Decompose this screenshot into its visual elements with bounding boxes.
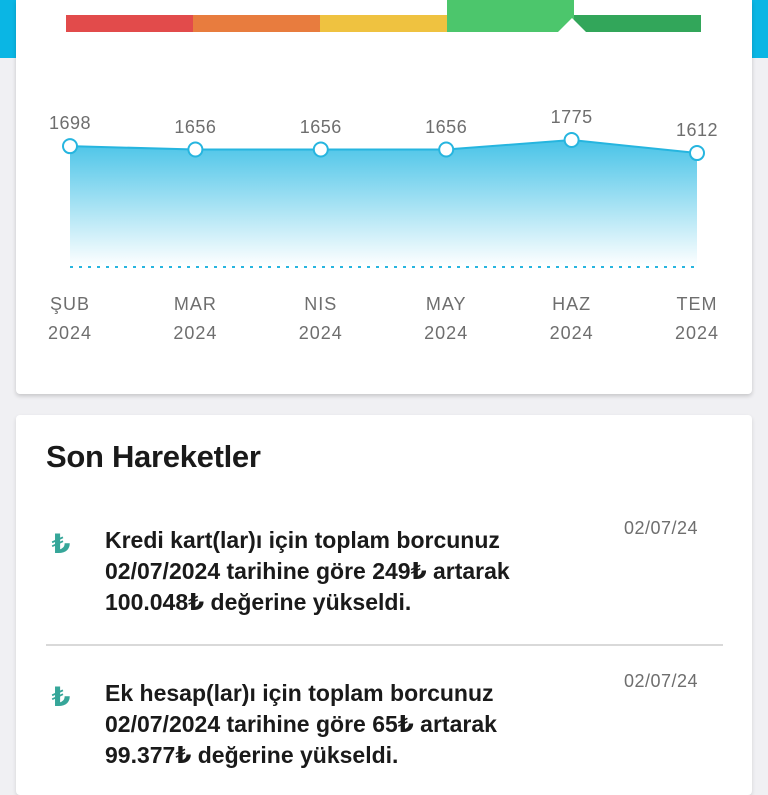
- chart-x-tick-label: [276, 290, 366, 348]
- chart-x-tick-label: [401, 290, 491, 348]
- chart-point[interactable]: [690, 146, 704, 160]
- chart-point[interactable]: [314, 143, 328, 157]
- transaction-date: 02/07/24: [624, 518, 699, 538]
- chart-point[interactable]: [188, 143, 202, 157]
- transaction-text-line: 02/07/2024 tarihine göre 65₺ artarak: [105, 711, 497, 737]
- lira-icon: ₺: [51, 682, 71, 712]
- chart-x-tick-month: NIS: [304, 294, 338, 314]
- chart-value-label: 1656: [174, 116, 217, 137]
- chart-value-label: 1698: [48, 113, 92, 134]
- chart-x-tick-month: MAR: [173, 294, 217, 314]
- transaction-text: [105, 678, 605, 771]
- transaction-date: 02/07/24: [624, 671, 699, 691]
- divider: [46, 644, 723, 646]
- chart-x-tick-label: [652, 290, 742, 348]
- score-chart: [16, 0, 752, 394]
- chart-value-label: 1612: [675, 120, 719, 141]
- chart-value-label: 1656: [425, 116, 468, 137]
- transaction-text-line: Kredi kart(lar)ı için toplam borcunuz: [105, 527, 500, 553]
- chart-x-tick-year: 2024: [47, 323, 93, 343]
- transaction-text: [105, 525, 605, 618]
- chart-area: [70, 140, 697, 267]
- transaction-text-line: 99.377₺ değerine yükseldi.: [105, 742, 399, 768]
- chart-point[interactable]: [439, 143, 453, 157]
- chart-x-tick-month: MAY: [425, 294, 467, 314]
- chart-x-tick-year: 2024: [424, 323, 469, 343]
- chart-x-tick-label: [150, 290, 240, 348]
- recent-activity-card: [16, 415, 752, 795]
- chart-value-label: 1775: [550, 107, 593, 127]
- chart-value-label: 1656: [299, 116, 342, 137]
- chart-x-tick-month: ŞUB: [49, 294, 90, 314]
- chart-x-tick-month: TEM: [676, 294, 718, 314]
- lira-icon: ₺: [51, 529, 71, 559]
- transaction-text-line: Ek hesap(lar)ı için toplam borcunuz: [105, 680, 494, 706]
- score-history-card: [16, 0, 752, 394]
- chart-point[interactable]: [565, 133, 579, 147]
- section-title: Son Hareketler: [46, 439, 261, 474]
- chart-x-tick-year: 2024: [173, 323, 218, 343]
- chart-x-tick-year: 2024: [549, 323, 594, 343]
- chart-x-tick-label: [527, 290, 617, 348]
- score-chart-svg: [16, 0, 752, 394]
- transaction-text-line: 02/07/2024 tarihine göre 249₺ artarak: [105, 558, 510, 584]
- chart-x-tick-label: [25, 290, 115, 348]
- transaction-text-line: 100.048₺ değerine yükseldi.: [105, 589, 412, 615]
- chart-x-tick-month: HAZ: [552, 294, 592, 314]
- chart-point[interactable]: [63, 139, 77, 153]
- chart-x-tick-year: 2024: [298, 323, 343, 343]
- chart-x-tick-year: 2024: [674, 323, 720, 343]
